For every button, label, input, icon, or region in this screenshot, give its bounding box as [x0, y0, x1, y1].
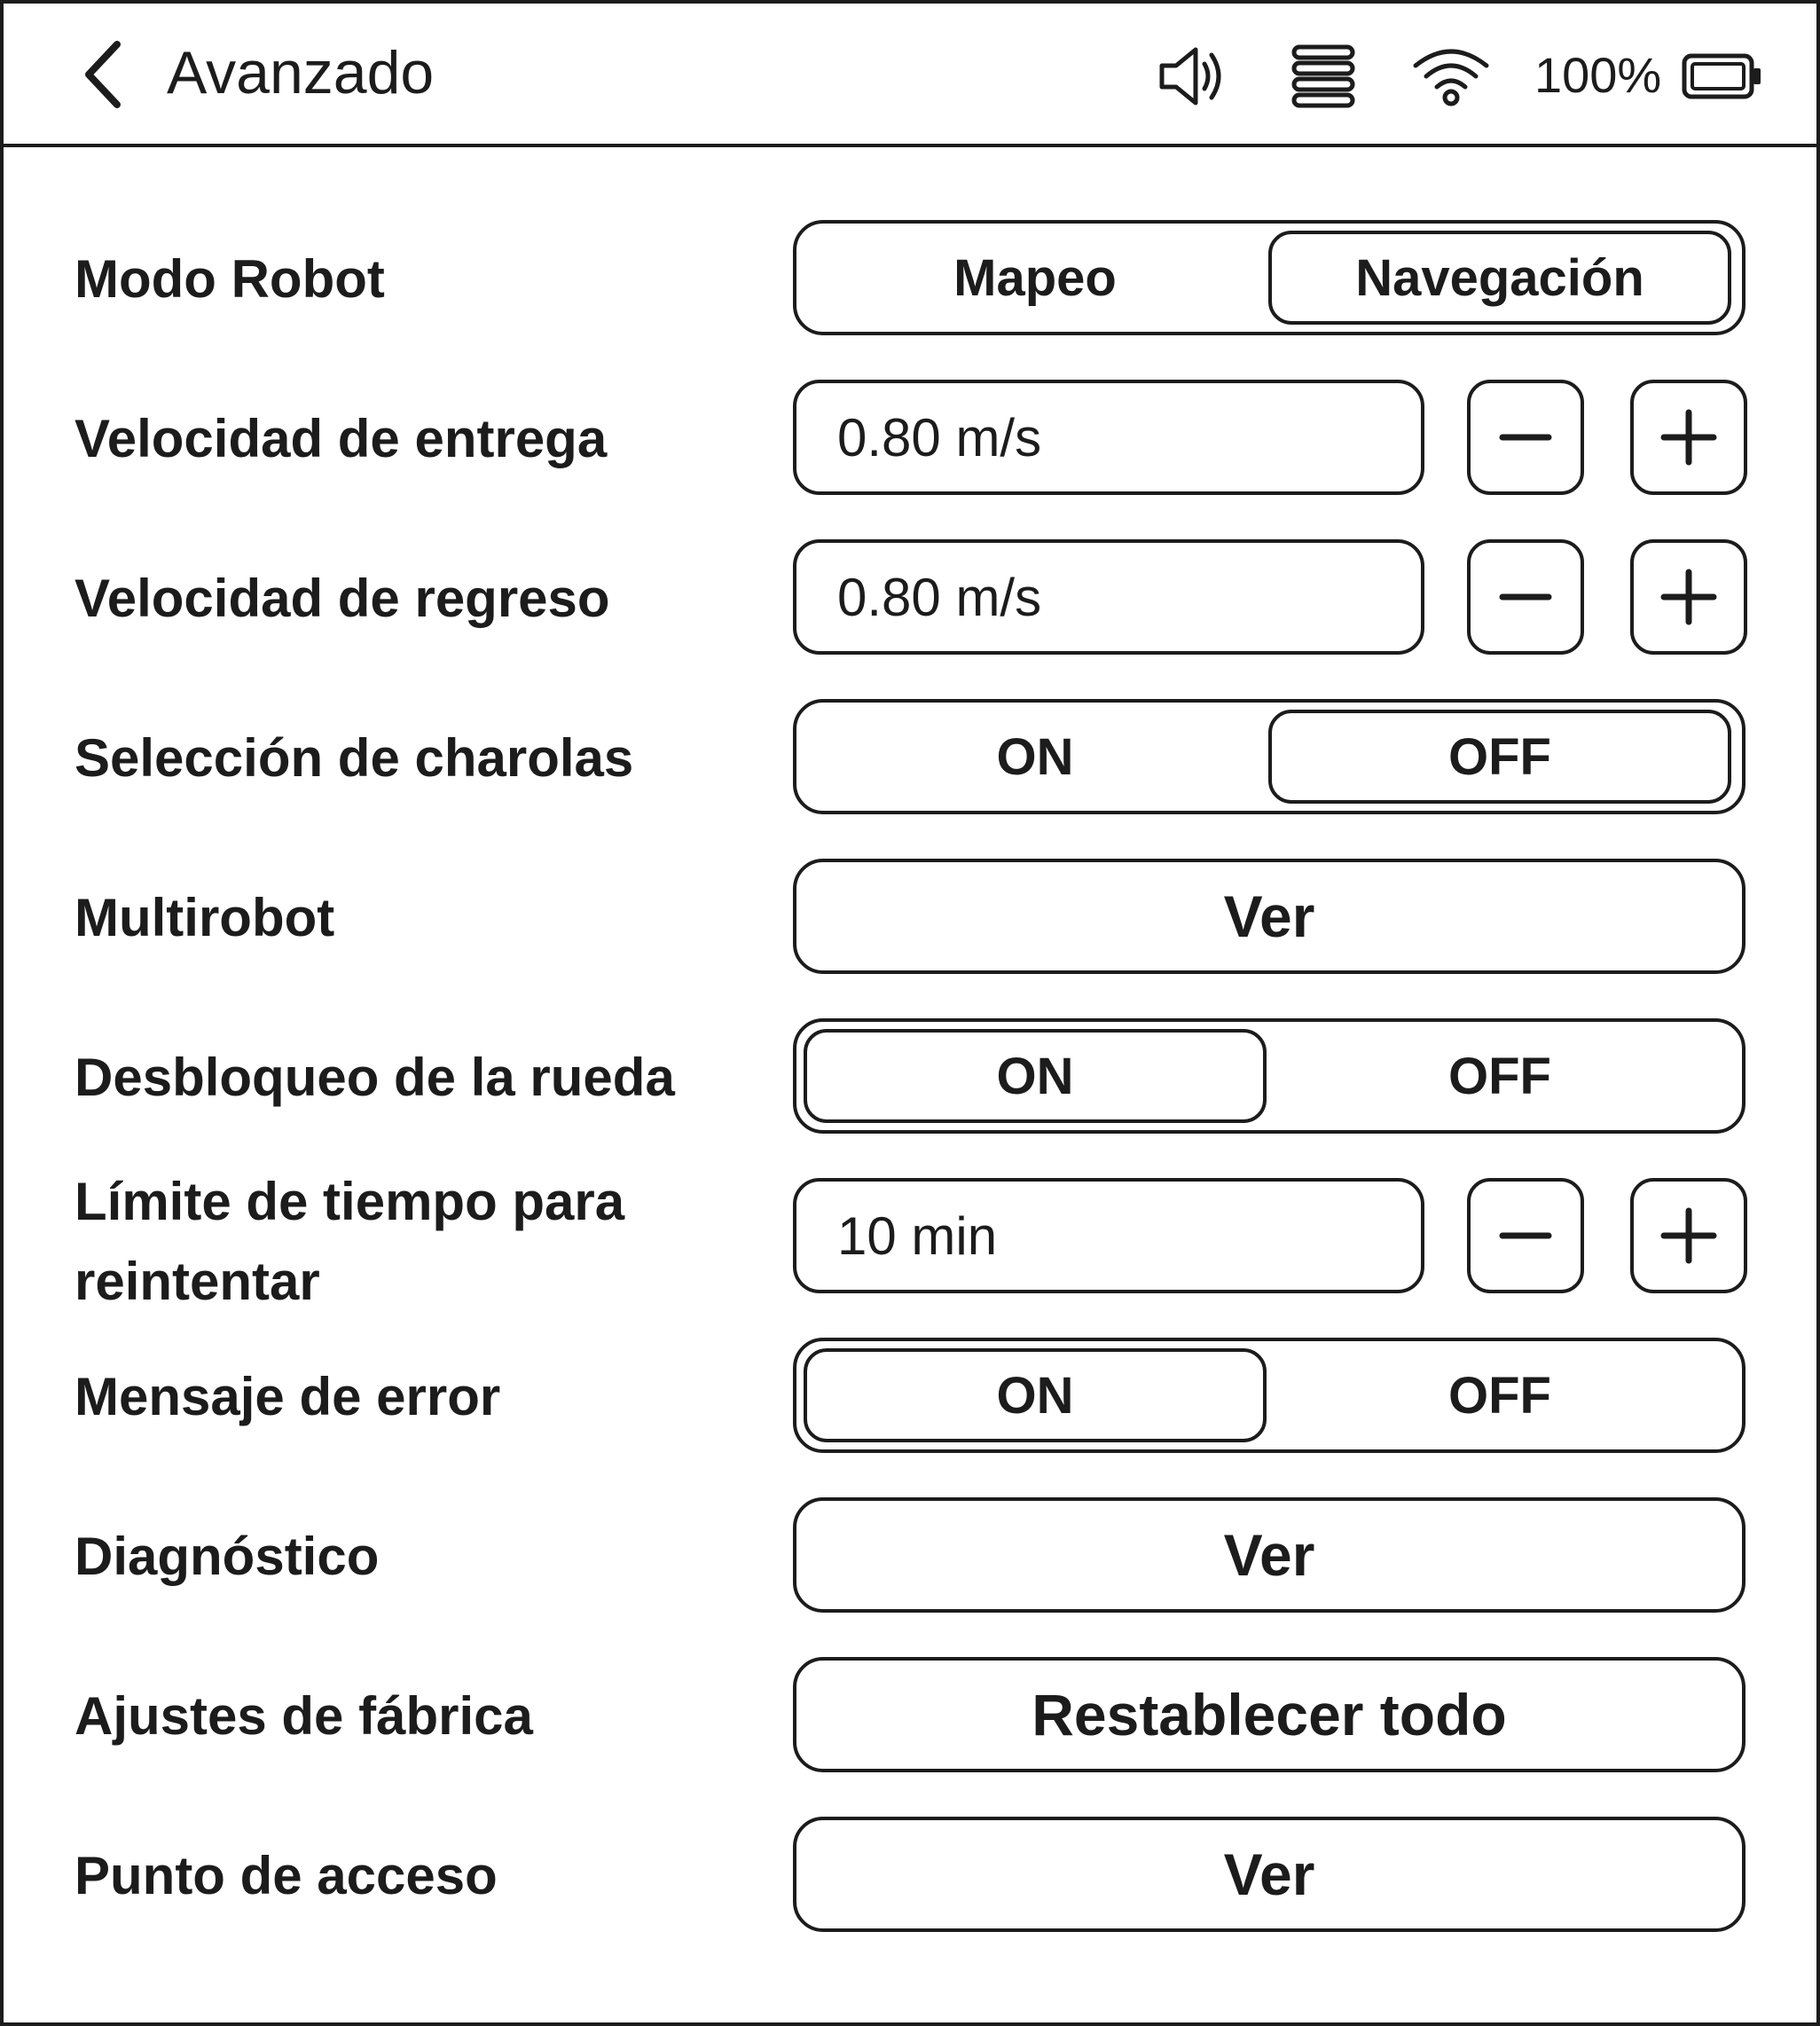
- limite-tiempo-field[interactable]: 10 min: [793, 1178, 1424, 1293]
- mensaje-error-label: Mensaje de error: [75, 1367, 501, 1426]
- top-bar: [4, 4, 1816, 147]
- velocidad-regreso-label: Velocidad de regreso: [75, 569, 610, 628]
- multirobot-ver-button[interactable]: Ver: [793, 859, 1745, 974]
- mensaje-error-option-on[interactable]: ON: [804, 1348, 1267, 1442]
- desbloqueo-rueda-option-off[interactable]: OFF: [1448, 1047, 1551, 1105]
- limite-tiempo-label-line1: Límite de tiempo para: [75, 1172, 625, 1231]
- velocidad-entrega-increase-button[interactable]: [1630, 380, 1747, 495]
- desbloqueo-rueda-toggle: [793, 1018, 1745, 1134]
- battery-icon: [1682, 53, 1763, 104]
- limite-tiempo-label-line2: reintentar: [75, 1252, 320, 1311]
- minus-icon: [1471, 1182, 1581, 1290]
- modo-robot-segmented: [793, 220, 1745, 335]
- modo-robot-label: Modo Robot: [75, 249, 385, 309]
- plus-icon: [1634, 543, 1744, 651]
- velocidad-entrega-decrease-button[interactable]: [1467, 380, 1584, 495]
- minus-icon: [1471, 383, 1581, 491]
- multirobot-label: Multirobot: [75, 888, 335, 947]
- punto-acceso-ver-button[interactable]: Ver: [793, 1817, 1745, 1932]
- velocidad-entrega-field[interactable]: 0.80 m/s: [793, 380, 1424, 495]
- wifi-icon[interactable]: [1412, 46, 1490, 111]
- page-title: Avanzado: [167, 39, 435, 106]
- mensaje-error-toggle: [793, 1338, 1745, 1453]
- diagnostico-label: Diagnóstico: [75, 1527, 380, 1586]
- minus-icon: [1471, 543, 1581, 651]
- modo-robot-option-mapeo[interactable]: Mapeo: [953, 248, 1117, 307]
- back-chevron-icon[interactable]: [78, 39, 131, 110]
- seleccion-charolas-option-off[interactable]: OFF: [1268, 710, 1731, 804]
- mensaje-error-option-off[interactable]: OFF: [1448, 1366, 1551, 1425]
- plus-icon: [1634, 383, 1744, 491]
- punto-acceso-label: Punto de acceso: [75, 1846, 498, 1905]
- desbloqueo-rueda-label: Desbloqueo de la rueda: [75, 1048, 675, 1107]
- ajustes-fabrica-label: Ajustes de fábrica: [75, 1686, 533, 1746]
- plus-icon: [1634, 1182, 1744, 1290]
- velocidad-regreso-increase-button[interactable]: [1630, 539, 1747, 655]
- battery-percentage: 100%: [1534, 47, 1662, 103]
- velocidad-regreso-field[interactable]: 0.80 m/s: [793, 539, 1424, 655]
- menu-lines-icon[interactable]: [1291, 44, 1355, 113]
- seleccion-charolas-toggle: [793, 699, 1745, 814]
- modo-robot-option-navegacion[interactable]: Navegación: [1268, 231, 1731, 325]
- restablecer-todo-button[interactable]: Restablecer todo: [793, 1657, 1745, 1772]
- seleccion-charolas-label: Selección de charolas: [75, 728, 634, 788]
- diagnostico-ver-button[interactable]: Ver: [793, 1497, 1745, 1613]
- limite-tiempo-decrease-button[interactable]: [1467, 1178, 1584, 1293]
- desbloqueo-rueda-option-on[interactable]: ON: [804, 1029, 1267, 1123]
- velocidad-regreso-decrease-button[interactable]: [1467, 539, 1584, 655]
- limite-tiempo-increase-button[interactable]: [1630, 1178, 1747, 1293]
- velocidad-entrega-label: Velocidad de entrega: [75, 409, 608, 468]
- speaker-icon[interactable]: [1158, 43, 1229, 114]
- seleccion-charolas-option-on[interactable]: ON: [996, 727, 1074, 786]
